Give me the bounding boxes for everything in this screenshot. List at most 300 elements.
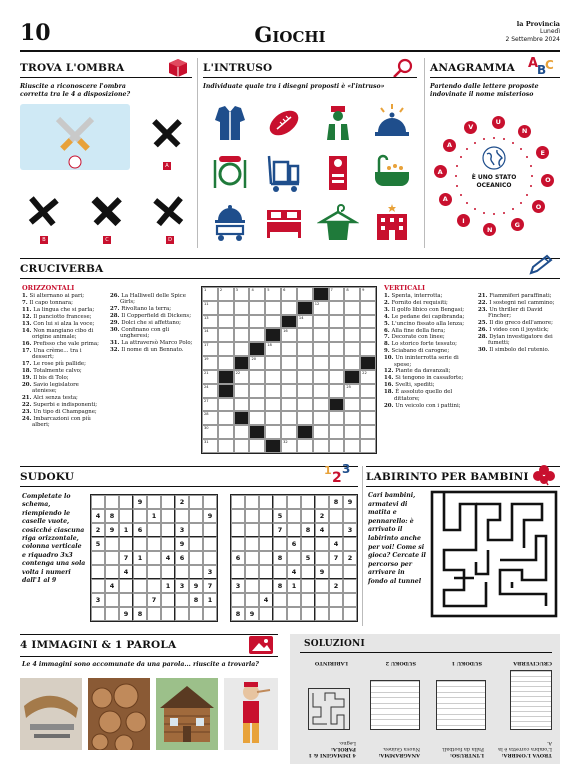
crossword-cell[interactable]	[249, 411, 265, 425]
crossword-cell[interactable]	[249, 342, 265, 356]
crossword-cell[interactable]	[297, 439, 313, 453]
crossword-cell[interactable]	[297, 411, 313, 425]
sudoku-cell[interactable]	[119, 537, 133, 551]
crossword-cell[interactable]	[234, 439, 250, 453]
sudoku-cell[interactable]: 1	[133, 551, 147, 565]
sudoku-cell[interactable]: 6	[175, 551, 189, 565]
sudoku-cell[interactable]	[133, 579, 147, 593]
sudoku-cell[interactable]	[161, 495, 175, 509]
sudoku-cell[interactable]	[189, 495, 203, 509]
sudoku-cell[interactable]	[133, 565, 147, 579]
sudoku-cell[interactable]	[329, 509, 343, 523]
crossword-cell[interactable]	[249, 328, 265, 342]
sudoku-cell[interactable]	[273, 607, 287, 621]
crossword-cell[interactable]	[360, 342, 376, 356]
crossword-cell[interactable]	[218, 315, 234, 329]
sudoku-cell[interactable]	[287, 551, 301, 565]
sudoku-cell[interactable]: 4	[119, 565, 133, 579]
sudoku-cell[interactable]	[245, 537, 259, 551]
sudoku-cell[interactable]	[287, 593, 301, 607]
sudoku-cell[interactable]	[133, 593, 147, 607]
crossword-cell[interactable]	[329, 342, 345, 356]
crossword-cell[interactable]	[297, 370, 313, 384]
crossword-cell[interactable]	[218, 356, 234, 370]
crossword-cell[interactable]	[360, 301, 376, 315]
sudoku-cell[interactable]	[343, 537, 357, 551]
crossword-cell[interactable]: 7	[329, 287, 345, 301]
sudoku-cell[interactable]	[245, 565, 259, 579]
sudoku-cell[interactable]: 8	[329, 495, 343, 509]
sudoku-cell[interactable]: 3	[203, 565, 217, 579]
crossword-cell[interactable]: 16	[281, 328, 297, 342]
sudoku-cell[interactable]	[147, 565, 161, 579]
restaurant-icon[interactable]	[209, 152, 251, 194]
sudoku-cell[interactable]	[105, 537, 119, 551]
sudoku-cell[interactable]	[203, 537, 217, 551]
sudoku-cell[interactable]	[105, 565, 119, 579]
sudoku-cell[interactable]	[301, 495, 315, 509]
shadow-option-d[interactable]	[148, 192, 190, 232]
sudoku-cell[interactable]	[189, 565, 203, 579]
sudoku-cell[interactable]: 8	[105, 509, 119, 523]
crossword-cell[interactable]: 22	[360, 370, 376, 384]
crossword-cell[interactable]	[329, 301, 345, 315]
sudoku-cell[interactable]: 7	[273, 523, 287, 537]
sudoku-cell[interactable]	[91, 495, 105, 509]
crossword-cell[interactable]	[265, 301, 281, 315]
sudoku-cell[interactable]: 2	[329, 579, 343, 593]
crossword-cell[interactable]	[218, 425, 234, 439]
crossword-cell[interactable]: 20	[249, 356, 265, 370]
sudoku-cell[interactable]	[147, 495, 161, 509]
sudoku-cell[interactable]	[329, 523, 343, 537]
sudoku-cell[interactable]: 1	[119, 523, 133, 537]
crossword-cell[interactable]	[329, 384, 345, 398]
crossword-cell[interactable]: 17	[202, 342, 218, 356]
sudoku-cell[interactable]	[147, 579, 161, 593]
crossword-cell[interactable]	[265, 439, 281, 453]
crossword-cell[interactable]: 11	[202, 301, 218, 315]
sudoku-cell[interactable]	[301, 537, 315, 551]
crossword-cell[interactable]	[249, 384, 265, 398]
sudoku-grid-2[interactable]	[230, 494, 358, 622]
sudoku-cell[interactable]	[287, 509, 301, 523]
crossword-cell[interactable]	[265, 328, 281, 342]
service-bell-icon[interactable]	[371, 102, 413, 144]
crossword-cell[interactable]	[281, 356, 297, 370]
sudoku-cell[interactable]	[343, 579, 357, 593]
crossword-cell[interactable]: 22	[234, 370, 250, 384]
sudoku-cell[interactable]	[259, 565, 273, 579]
sudoku-cell[interactable]: 9	[203, 509, 217, 523]
sudoku-cell[interactable]	[105, 593, 119, 607]
luggage-cart-icon[interactable]	[263, 152, 305, 194]
rugby-ball-icon[interactable]	[263, 102, 305, 144]
crossword-cell[interactable]	[297, 287, 313, 301]
crossword-cell[interactable]	[265, 356, 281, 370]
sudoku-cell[interactable]: 5	[301, 551, 315, 565]
sudoku-cell[interactable]	[273, 565, 287, 579]
shadow-option-a[interactable]	[146, 114, 188, 154]
crossword-cell[interactable]: 21	[202, 370, 218, 384]
sudoku-cell[interactable]	[245, 579, 259, 593]
sudoku-cell[interactable]: 3	[91, 593, 105, 607]
crossword-cell[interactable]	[297, 356, 313, 370]
crossword-cell[interactable]	[313, 384, 329, 398]
sudoku-cell[interactable]	[133, 537, 147, 551]
sudoku-cell[interactable]	[231, 495, 245, 509]
sudoku-cell[interactable]	[161, 523, 175, 537]
crossword-cell[interactable]	[313, 342, 329, 356]
sudoku-cell[interactable]	[343, 509, 357, 523]
sudoku-cell[interactable]	[189, 551, 203, 565]
crossword-cell[interactable]	[218, 384, 234, 398]
sudoku-cell[interactable]	[161, 537, 175, 551]
crossword-cell[interactable]	[234, 301, 250, 315]
crossword-cell[interactable]: 9	[360, 287, 376, 301]
crossword-cell[interactable]	[297, 328, 313, 342]
crossword-cell[interactable]	[329, 356, 345, 370]
sudoku-cell[interactable]	[245, 551, 259, 565]
sudoku-cell[interactable]	[231, 593, 245, 607]
sudoku-cell[interactable]: 7	[203, 579, 217, 593]
sudoku-cell[interactable]: 9	[245, 607, 259, 621]
crossword-cell[interactable]	[297, 342, 313, 356]
sudoku-cell[interactable]	[189, 607, 203, 621]
sudoku-cell[interactable]	[315, 579, 329, 593]
crossword-cell[interactable]: 24	[202, 384, 218, 398]
sudoku-cell[interactable]: 3	[175, 579, 189, 593]
crossword-cell[interactable]: 27	[202, 398, 218, 412]
crossword-cell[interactable]	[344, 439, 360, 453]
crossword-cell[interactable]: 2	[218, 287, 234, 301]
crossword-cell[interactable]: 30	[202, 425, 218, 439]
sudoku-cell[interactable]	[301, 593, 315, 607]
sudoku-cell[interactable]	[301, 607, 315, 621]
sudoku-cell[interactable]	[315, 593, 329, 607]
crossword-cell[interactable]	[234, 384, 250, 398]
crossword-cell[interactable]	[360, 411, 376, 425]
crossword-cell[interactable]	[313, 287, 329, 301]
sudoku-cell[interactable]	[119, 593, 133, 607]
crossword-cell[interactable]	[344, 342, 360, 356]
crossword-grid[interactable]	[201, 286, 377, 454]
sudoku-cell[interactable]	[343, 607, 357, 621]
crossword-cell[interactable]: 25	[344, 384, 360, 398]
crossword-cell[interactable]	[281, 301, 297, 315]
crossword-cell[interactable]	[265, 315, 281, 329]
sudoku-cell[interactable]: 2	[315, 509, 329, 523]
crossword-cell[interactable]	[265, 398, 281, 412]
bellboy-icon[interactable]	[317, 102, 359, 144]
room-service-cart-icon[interactable]	[209, 202, 251, 244]
sudoku-cell[interactable]	[119, 509, 133, 523]
crossword-cell[interactable]	[218, 342, 234, 356]
sudoku-cell[interactable]	[161, 607, 175, 621]
crossword-cell[interactable]	[234, 398, 250, 412]
crossword-cell[interactable]	[329, 315, 345, 329]
crossword-cell[interactable]	[344, 301, 360, 315]
crossword-cell[interactable]: 14	[202, 328, 218, 342]
sudoku-cell[interactable]: 4	[329, 537, 343, 551]
crossword-cell[interactable]	[218, 439, 234, 453]
sudoku-cell[interactable]	[161, 509, 175, 523]
crossword-cell[interactable]	[360, 398, 376, 412]
bathrobe-icon[interactable]	[209, 102, 251, 144]
crossword-cell[interactable]	[249, 315, 265, 329]
sudoku-cell[interactable]: 8	[231, 607, 245, 621]
sudoku-cell[interactable]: 9	[175, 537, 189, 551]
crossword-cell[interactable]	[344, 328, 360, 342]
sudoku-cell[interactable]	[259, 509, 273, 523]
crossword-cell[interactable]: 1	[202, 287, 218, 301]
crossword-cell[interactable]	[360, 384, 376, 398]
crossword-cell[interactable]	[249, 370, 265, 384]
crossword-cell[interactable]	[313, 439, 329, 453]
hanger-icon[interactable]	[317, 202, 359, 244]
crossword-cell[interactable]	[281, 370, 297, 384]
sudoku-cell[interactable]: 9	[133, 495, 147, 509]
crossword-cell[interactable]	[281, 425, 297, 439]
sudoku-cell[interactable]	[133, 509, 147, 523]
crossword-cell[interactable]	[344, 370, 360, 384]
sudoku-cell[interactable]	[147, 523, 161, 537]
crossword-cell[interactable]	[281, 315, 297, 329]
crossword-cell[interactable]	[360, 439, 376, 453]
sudoku-cell[interactable]	[147, 537, 161, 551]
crossword-cell[interactable]	[265, 411, 281, 425]
crossword-cell[interactable]: 31	[202, 439, 218, 453]
sudoku-grid-1[interactable]	[90, 494, 218, 622]
sudoku-cell[interactable]: 4	[105, 579, 119, 593]
sudoku-cell[interactable]	[175, 607, 189, 621]
crossword-cell[interactable]	[281, 384, 297, 398]
sudoku-cell[interactable]	[203, 551, 217, 565]
sudoku-cell[interactable]: 6	[287, 537, 301, 551]
crossword-cell[interactable]	[249, 439, 265, 453]
sudoku-cell[interactable]	[329, 607, 343, 621]
sudoku-cell[interactable]	[301, 509, 315, 523]
sudoku-cell[interactable]: 1	[161, 579, 175, 593]
crossword-cell[interactable]	[297, 301, 313, 315]
crossword-cell[interactable]: 14	[297, 315, 313, 329]
crossword-cell[interactable]	[360, 356, 376, 370]
sudoku-cell[interactable]: 7	[329, 551, 343, 565]
crossword-cell[interactable]	[313, 370, 329, 384]
crossword-cell[interactable]	[329, 439, 345, 453]
sudoku-cell[interactable]: 8	[273, 579, 287, 593]
sudoku-cell[interactable]: 6	[133, 523, 147, 537]
sudoku-cell[interactable]	[245, 509, 259, 523]
sudoku-cell[interactable]	[315, 551, 329, 565]
sudoku-cell[interactable]	[245, 523, 259, 537]
crossword-cell[interactable]	[249, 398, 265, 412]
sudoku-cell[interactable]	[343, 593, 357, 607]
sudoku-cell[interactable]	[315, 607, 329, 621]
sudoku-cell[interactable]	[273, 593, 287, 607]
do-not-disturb-icon[interactable]	[317, 152, 359, 194]
sudoku-cell[interactable]	[259, 607, 273, 621]
sudoku-cell[interactable]: 8	[273, 551, 287, 565]
sudoku-cell[interactable]	[91, 551, 105, 565]
maze[interactable]	[430, 490, 558, 618]
crossword-cell[interactable]	[281, 342, 297, 356]
crossword-cell[interactable]: 4	[249, 287, 265, 301]
crossword-cell[interactable]: 19	[202, 356, 218, 370]
crossword-cell[interactable]	[329, 370, 345, 384]
sudoku-cell[interactable]: 9	[315, 565, 329, 579]
sudoku-cell[interactable]	[231, 509, 245, 523]
sudoku-cell[interactable]	[245, 593, 259, 607]
crossword-cell[interactable]	[344, 398, 360, 412]
crossword-cell[interactable]	[234, 356, 250, 370]
sudoku-cell[interactable]	[161, 565, 175, 579]
crossword-cell[interactable]: 3	[234, 287, 250, 301]
sudoku-cell[interactable]	[273, 495, 287, 509]
crossword-cell[interactable]	[344, 315, 360, 329]
sudoku-cell[interactable]	[91, 565, 105, 579]
crossword-cell[interactable]	[218, 370, 234, 384]
crossword-cell[interactable]: 5	[265, 287, 281, 301]
crossword-cell[interactable]	[313, 411, 329, 425]
crossword-cell[interactable]	[313, 398, 329, 412]
hotel-icon[interactable]	[371, 202, 413, 244]
crossword-cell[interactable]: 13	[202, 315, 218, 329]
sudoku-cell[interactable]	[287, 495, 301, 509]
sudoku-cell[interactable]: 4	[161, 551, 175, 565]
sudoku-cell[interactable]	[329, 593, 343, 607]
sudoku-cell[interactable]	[259, 579, 273, 593]
crossword-cell[interactable]	[218, 411, 234, 425]
sudoku-cell[interactable]: 8	[133, 607, 147, 621]
crossword-cell[interactable]: 32	[281, 439, 297, 453]
sudoku-cell[interactable]	[119, 579, 133, 593]
sudoku-cell[interactable]	[203, 495, 217, 509]
crossword-cell[interactable]	[360, 328, 376, 342]
sudoku-cell[interactable]	[105, 495, 119, 509]
crossword-cell[interactable]	[234, 411, 250, 425]
crossword-cell[interactable]	[218, 398, 234, 412]
sudoku-cell[interactable]: 2	[175, 495, 189, 509]
crossword-cell[interactable]	[265, 384, 281, 398]
sudoku-cell[interactable]: 3	[231, 579, 245, 593]
crossword-cell[interactable]	[360, 425, 376, 439]
sudoku-cell[interactable]	[175, 509, 189, 523]
sudoku-cell[interactable]	[147, 551, 161, 565]
sudoku-cell[interactable]: 4	[287, 565, 301, 579]
sudoku-cell[interactable]: 1	[147, 509, 161, 523]
crossword-cell[interactable]	[344, 411, 360, 425]
bathtub-icon[interactable]	[371, 152, 413, 194]
crossword-cell[interactable]	[218, 328, 234, 342]
sudoku-cell[interactable]: 7	[119, 551, 133, 565]
crossword-cell[interactable]	[234, 328, 250, 342]
sudoku-cell[interactable]	[105, 551, 119, 565]
crossword-cell[interactable]	[313, 425, 329, 439]
sudoku-cell[interactable]	[287, 523, 301, 537]
crossword-cell[interactable]	[360, 315, 376, 329]
crossword-cell[interactable]	[234, 315, 250, 329]
sudoku-cell[interactable]	[301, 579, 315, 593]
sudoku-cell[interactable]: 8	[189, 593, 203, 607]
sudoku-cell[interactable]: 1	[287, 579, 301, 593]
sudoku-cell[interactable]	[105, 607, 119, 621]
sudoku-cell[interactable]	[343, 565, 357, 579]
crossword-cell[interactable]: 6	[281, 287, 297, 301]
sudoku-cell[interactable]	[287, 607, 301, 621]
sudoku-cell[interactable]: 2	[343, 551, 357, 565]
sudoku-cell[interactable]: 9	[105, 523, 119, 537]
crossword-cell[interactable]	[313, 328, 329, 342]
sudoku-cell[interactable]	[231, 537, 245, 551]
sudoku-cell[interactable]: 2	[91, 523, 105, 537]
crossword-cell[interactable]	[234, 425, 250, 439]
crossword-cell[interactable]	[313, 315, 329, 329]
crossword-cell[interactable]	[329, 328, 345, 342]
crossword-cell[interactable]	[249, 301, 265, 315]
crossword-cell[interactable]: 12	[313, 301, 329, 315]
sudoku-cell[interactable]	[161, 593, 175, 607]
sudoku-cell[interactable]: 4	[91, 509, 105, 523]
crossword-cell[interactable]	[281, 411, 297, 425]
sudoku-cell[interactable]	[189, 537, 203, 551]
sudoku-cell[interactable]: 4	[259, 593, 273, 607]
sudoku-cell[interactable]	[315, 537, 329, 551]
sudoku-cell[interactable]	[259, 523, 273, 537]
sudoku-cell[interactable]: 1	[203, 593, 217, 607]
sudoku-cell[interactable]: 7	[147, 593, 161, 607]
sudoku-cell[interactable]: 9	[189, 579, 203, 593]
crossword-cell[interactable]: 28	[202, 411, 218, 425]
sudoku-cell[interactable]	[175, 565, 189, 579]
sudoku-cell[interactable]: 5	[91, 537, 105, 551]
sudoku-cell[interactable]: 6	[231, 551, 245, 565]
sudoku-cell[interactable]: 8	[301, 523, 315, 537]
sudoku-cell[interactable]	[203, 607, 217, 621]
sudoku-cell[interactable]: 9	[119, 607, 133, 621]
crossword-cell[interactable]	[297, 398, 313, 412]
crossword-cell[interactable]	[329, 425, 345, 439]
sudoku-cell[interactable]: 3	[343, 523, 357, 537]
bed-icon[interactable]	[263, 202, 305, 244]
sudoku-cell[interactable]	[175, 593, 189, 607]
sudoku-cell[interactable]	[231, 565, 245, 579]
crossword-cell[interactable]: 8	[344, 287, 360, 301]
crossword-cell[interactable]	[297, 425, 313, 439]
sudoku-cell[interactable]	[91, 607, 105, 621]
sudoku-cell[interactable]	[259, 537, 273, 551]
sudoku-cell[interactable]: 3	[175, 523, 189, 537]
crossword-cell[interactable]	[265, 425, 281, 439]
crossword-cell[interactable]	[218, 301, 234, 315]
crossword-cell[interactable]	[249, 425, 265, 439]
sudoku-cell[interactable]	[189, 523, 203, 537]
sudoku-cell[interactable]	[315, 495, 329, 509]
crossword-cell[interactable]	[234, 342, 250, 356]
crossword-cell[interactable]	[344, 425, 360, 439]
sudoku-cell[interactable]	[231, 523, 245, 537]
crossword-cell[interactable]	[281, 398, 297, 412]
sudoku-cell[interactable]	[91, 579, 105, 593]
sudoku-cell[interactable]	[119, 495, 133, 509]
crossword-cell[interactable]	[297, 384, 313, 398]
crossword-cell[interactable]: 18	[265, 342, 281, 356]
sudoku-cell[interactable]	[329, 565, 343, 579]
shadow-option-c[interactable]	[86, 192, 128, 232]
sudoku-cell[interactable]: 4	[315, 523, 329, 537]
sudoku-cell[interactable]	[259, 495, 273, 509]
crossword-cell[interactable]	[344, 356, 360, 370]
